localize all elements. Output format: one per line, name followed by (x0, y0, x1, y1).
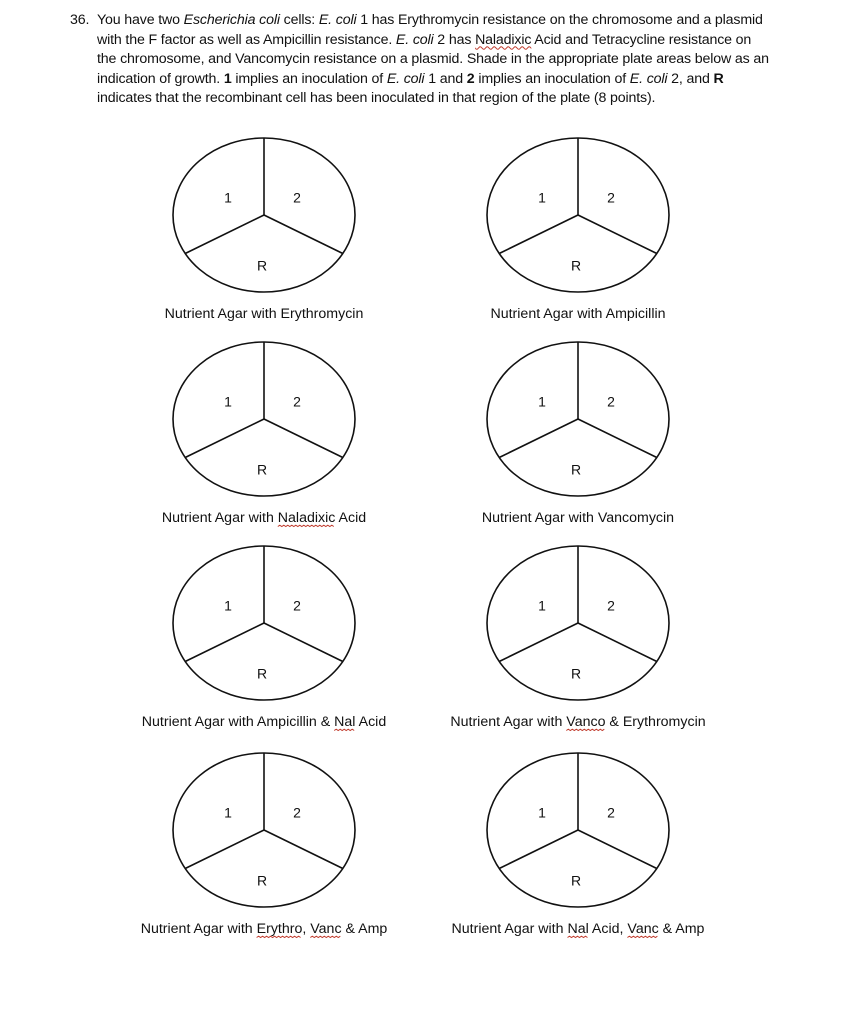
question-segment: R (713, 70, 724, 87)
sector-label-1: 1 (224, 393, 232, 410)
sector-label-2: 2 (293, 393, 301, 410)
question-segment: implies an inoculation of (474, 70, 630, 87)
question-segment: Escherichia coli (183, 12, 280, 28)
question-segment: E. coli (318, 12, 357, 28)
caption-flagged-word: Erythro (256, 921, 303, 937)
caption-segment: Nutrient Agar with Ampicillin & (141, 714, 335, 730)
agar-plate (142, 546, 386, 731)
sector-label-r: R (570, 257, 582, 274)
question-segment: implies an inoculation of (231, 70, 387, 87)
sector-label-2: 2 (607, 393, 615, 410)
plate-caption (452, 921, 705, 937)
sector-label-r: R (570, 461, 582, 478)
sector-label-1: 1 (224, 597, 232, 614)
question-number: 36. (70, 12, 90, 28)
caption-segment: Acid (355, 714, 387, 730)
question-segment: 2 has (433, 31, 476, 48)
sector-label-1: 1 (538, 597, 546, 614)
sector-label-2: 2 (293, 597, 301, 614)
sector-label-1: 1 (538, 804, 546, 821)
caption-segment: & Amp (658, 921, 705, 937)
sector-label-2: 2 (607, 804, 615, 821)
sector-label-1: 1 (224, 804, 232, 821)
caption-flagged-word: Vanco (566, 714, 606, 730)
caption-segment: Nutrient Agar with (161, 510, 278, 526)
agar-plate (165, 138, 364, 322)
caption-segment: Nutrient Agar with Erythromycin (164, 306, 364, 322)
question-segment: cells: (279, 12, 319, 28)
sector-label-1: 1 (224, 189, 232, 206)
caption-segment: Nutrient Agar with Ampicillin (490, 306, 666, 322)
agar-plate (487, 138, 669, 322)
agar-plate (162, 342, 366, 527)
sector-label-r: R (256, 665, 268, 682)
caption-segment: Acid (335, 510, 367, 526)
caption-segment: Nutrient Agar with (450, 714, 567, 730)
caption-segment: Nutrient Agar with (451, 921, 568, 937)
sector-label-2: 2 (293, 804, 301, 821)
plate-caption (142, 714, 386, 730)
sector-label-r: R (256, 872, 268, 889)
sector-label-r: R (570, 872, 582, 889)
caption-segment: & Amp (341, 921, 388, 937)
question-segment: 2 (466, 70, 475, 87)
sector-label-r: R (256, 461, 268, 478)
plate-caption (165, 306, 364, 322)
plate-caption (141, 921, 388, 937)
caption-flagged-word: Naladixic (277, 510, 336, 526)
caption-segment: & Erythromycin (605, 714, 706, 730)
agar-plate (450, 546, 705, 731)
question-segment: 1 (223, 70, 232, 87)
question-segment: 2, and (667, 70, 714, 87)
question-segment: E. coli (629, 70, 668, 87)
caption-flagged-word: Nal (334, 714, 356, 730)
plate-caption (490, 306, 665, 322)
sector-label-r: R (570, 665, 582, 682)
sector-label-r: R (256, 257, 268, 274)
question-segment: indicates that the recombinant cell has been inoculated in that region of the plate (8 points). (97, 90, 656, 107)
sector-label-2: 2 (607, 189, 615, 206)
question-segment: 1 has Erythromycin resistance on the chromosome and a plasmid with the F factor as well as Ampicillin resistance. (97, 12, 763, 48)
question-segment: 1 and (424, 70, 467, 87)
question-segment: Naladixic (475, 31, 532, 48)
caption-segment: Nutrient Agar with Vancomycin (481, 510, 675, 526)
caption-flagged-word: Nal (567, 921, 589, 937)
plate-caption (482, 510, 674, 526)
question-segment: Acid and Tetracycline resistance on the chromosome, and Vancomycin resistance on a plasmid. Shade in the appropriate plate areas below as an indication of growth. (97, 31, 769, 87)
question-segment: You have two (97, 12, 184, 28)
question-segment: E. coli (395, 31, 434, 48)
agar-plate (482, 342, 674, 526)
question-segment: E. coli (386, 70, 425, 87)
caption-segment: , (302, 921, 311, 937)
sector-label-2: 2 (607, 597, 615, 614)
caption-segment: Acid, (588, 921, 628, 937)
plate-caption (450, 714, 705, 730)
plate-caption (162, 510, 366, 526)
sector-label-1: 1 (538, 393, 546, 410)
agar-plate (452, 753, 705, 938)
caption-segment: Nutrient Agar with (140, 921, 257, 937)
caption-flagged-word: Vanc (310, 921, 342, 937)
caption-flagged-word: Vanc (627, 921, 659, 937)
agar-plate (141, 753, 388, 938)
sector-label-1: 1 (538, 189, 546, 206)
sector-label-2: 2 (293, 189, 301, 206)
